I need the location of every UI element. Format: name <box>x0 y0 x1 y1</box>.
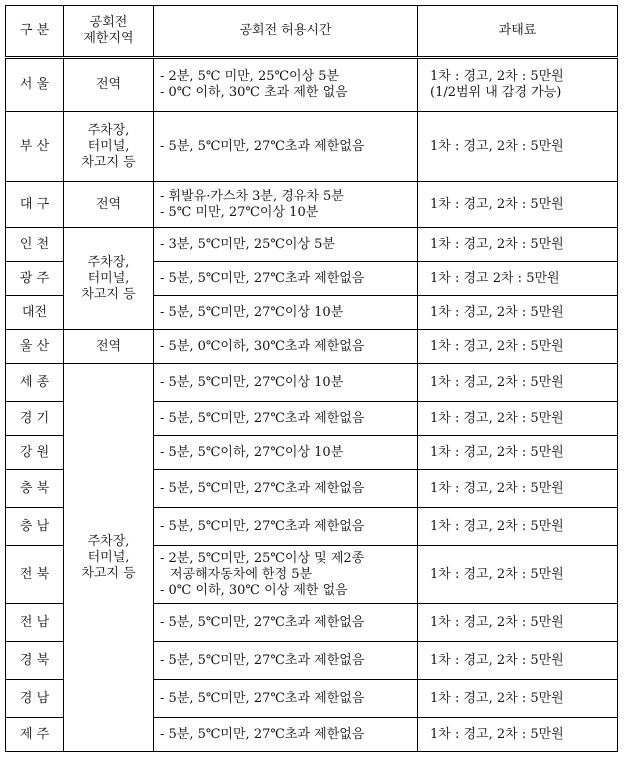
allowed-time-cell <box>154 364 418 402</box>
fine-line: 1차 : 경고 2차 : 5만원 <box>430 270 560 286</box>
fine-cell <box>418 112 618 182</box>
zone-cell: 주차장, 터미널, 차고지 등 <box>64 112 154 182</box>
fine-cell <box>418 642 618 680</box>
fine-line: 1차 : 경고, 2차 : 5만원 <box>430 480 564 496</box>
allowed-time-line: - 5℃ 미만, 27℃이상 10분 <box>160 204 319 220</box>
allowed-time-cell <box>154 228 418 262</box>
region-cell: 경 남 <box>6 680 64 718</box>
table-row <box>6 228 618 262</box>
fine-cell <box>418 402 618 436</box>
fine-line: 1차 : 경고, 2차 : 5만원 <box>430 410 564 426</box>
fine-line: 1차 : 경고, 2차 : 5만원 <box>430 196 564 212</box>
zone-cell: 전역 <box>64 330 154 364</box>
table-row <box>6 112 618 182</box>
fine-cell <box>418 364 618 402</box>
fine-cell <box>418 330 618 364</box>
fine-cell <box>418 228 618 262</box>
fine-cell <box>418 470 618 508</box>
fine-line: 1차 : 경고, 2차 : 5만원 <box>430 236 564 252</box>
fine-line: 1차 : 경고, 2차 : 5만원 <box>430 614 564 630</box>
fine-cell <box>418 182 618 228</box>
allowed-time-line: - 5분, 5℃미만, 27℃이상 10분 <box>160 304 344 320</box>
zone-cell: 전역 <box>64 58 154 112</box>
allowed-time-line: - 휘발유·가스차 3분, 경유차 5분 <box>160 188 344 204</box>
region-cell: 전 북 <box>6 546 64 604</box>
allowed-time-line: - 0℃ 이하, 30℃ 이상 제한 없음 <box>160 582 348 598</box>
header-fine: 과태료 <box>418 6 618 58</box>
fine-line: 1차 : 경고, 2차 : 5만원 <box>430 69 564 84</box>
fine-line: 1차 : 경고, 2차 : 5만원 <box>430 304 564 320</box>
allowed-time-cell <box>154 642 418 680</box>
region-cell: 광 주 <box>6 262 64 296</box>
region-cell: 세 종 <box>6 364 64 402</box>
region-cell: 경 북 <box>6 642 64 680</box>
region-cell: 부 산 <box>6 112 64 182</box>
table-row <box>6 58 618 112</box>
fine-line: 1차 : 경고, 2차 : 5만원 <box>430 374 564 390</box>
allowed-time-line: - 2분, 5℃ 미만, 25℃이상 5분 <box>160 69 340 84</box>
fine-line: 1차 : 경고, 2차 : 5만원 <box>430 138 564 154</box>
fine-cell <box>418 508 618 546</box>
allowed-time-line: 저공해자동차에 한정 5분 <box>170 566 313 582</box>
allowed-time-cell <box>154 58 418 112</box>
allowed-time-line: - 5분, 5℃미만, 27℃초과 제한없음 <box>160 518 365 534</box>
allowed-time-line: - 2분, 5℃미만, 25℃이상 및 제2종 <box>160 550 365 566</box>
allowed-time-cell <box>154 402 418 436</box>
fine-cell <box>418 58 618 112</box>
allowed-time-cell <box>154 680 418 718</box>
allowed-time-line: - 5분, 0℃이하, 30℃초과 제한없음 <box>160 338 365 354</box>
allowed-time-cell <box>154 262 418 296</box>
region-cell: 충 북 <box>6 470 64 508</box>
fine-line: 1차 : 경고, 2차 : 5만원 <box>430 652 564 668</box>
region-cell: 서 울 <box>6 58 64 112</box>
fine-line: (1/2범위 내 감경 가능) <box>430 85 562 100</box>
fine-line: 1차 : 경고, 2차 : 5만원 <box>430 338 564 354</box>
zone-cell: 주차장, 터미널, 차고지 등 <box>64 364 154 752</box>
allowed-time-line: - 5분, 5℃미만, 27℃초과 제한없음 <box>160 690 365 706</box>
region-cell: 대 구 <box>6 182 64 228</box>
allowed-time-line: - 5분, 5℃이하, 27℃이상 10분 <box>160 444 344 460</box>
allowed-time-line: - 5분, 5℃미만, 27℃초과 제한없음 <box>160 652 365 668</box>
fine-line: 1차 : 경고, 2차 : 5만원 <box>430 690 564 706</box>
allowed-time-cell <box>154 718 418 752</box>
allowed-time-line: - 5분, 5℃미만, 27℃초과 제한없음 <box>160 480 365 496</box>
fine-cell <box>418 604 618 642</box>
allowed-time-cell <box>154 546 418 604</box>
table-row <box>6 330 618 364</box>
table-row <box>6 182 618 228</box>
allowed-time-cell <box>154 296 418 330</box>
region-cell: 인 천 <box>6 228 64 262</box>
allowed-time-line: - 5분, 5℃미만, 27℃초과 제한없음 <box>160 726 365 742</box>
allowed-time-cell <box>154 112 418 182</box>
fine-cell <box>418 436 618 470</box>
allowed-time-cell <box>154 182 418 228</box>
allowed-time-line: - 3분, 5℃미만, 25℃이상 5분 <box>160 236 335 252</box>
allowed-time-cell <box>154 508 418 546</box>
fine-cell <box>418 296 618 330</box>
region-cell: 충 남 <box>6 508 64 546</box>
idling-regulation-table <box>5 5 618 752</box>
region-cell: 제 주 <box>6 718 64 752</box>
fine-cell <box>418 546 618 604</box>
allowed-time-cell <box>154 330 418 364</box>
allowed-time-line: - 5분, 5℃미만, 27℃이상 10분 <box>160 374 344 390</box>
allowed-time-line: - 5분, 5℃미만, 27℃초과 제한없음 <box>160 270 365 286</box>
fine-line: 1차 : 경고, 2차 : 5만원 <box>430 518 564 534</box>
allowed-time-cell <box>154 604 418 642</box>
zone-cell: 전역 <box>64 182 154 228</box>
fine-cell <box>418 718 618 752</box>
allowed-time-line: - 5분, 5℃미만, 27℃초과 제한없음 <box>160 138 365 154</box>
region-cell: 전 남 <box>6 604 64 642</box>
allowed-time-line: - 5분, 5℃미만, 27℃초과 제한없음 <box>160 410 365 426</box>
region-cell: 대전 <box>6 296 64 330</box>
header-row <box>6 6 618 58</box>
header-zone: 공회전 제한지역 <box>64 6 154 58</box>
fine-line: 1차 : 경고, 2차 : 5만원 <box>430 566 564 582</box>
allowed-time-line: - 5분, 5℃미만, 27℃초과 제한없음 <box>160 614 365 630</box>
region-cell: 강 원 <box>6 436 64 470</box>
header-region: 구 분 <box>6 6 64 58</box>
region-cell: 경 기 <box>6 402 64 436</box>
zone-cell: 주차장, 터미널, 차고지 등 <box>64 228 154 330</box>
fine-cell <box>418 262 618 296</box>
fine-line: 1차 : 경고, 2차 : 5만원 <box>430 726 564 742</box>
allowed-time-line: - 0℃ 이하, 30℃ 초과 제한 없음 <box>160 85 348 100</box>
header-allowed-time: 공회전 허용시간 <box>154 6 418 58</box>
allowed-time-cell <box>154 436 418 470</box>
fine-cell <box>418 680 618 718</box>
allowed-time-cell <box>154 470 418 508</box>
table-row <box>6 364 618 402</box>
fine-line: 1차 : 경고, 2차 : 5만원 <box>430 444 564 460</box>
region-cell: 울 산 <box>6 330 64 364</box>
